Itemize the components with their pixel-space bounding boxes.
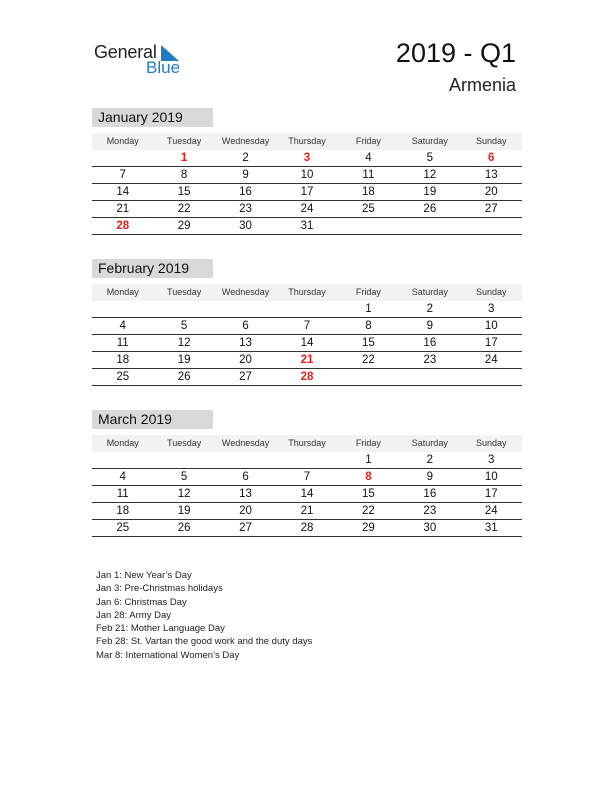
day-cell: 6: [242, 471, 249, 483]
weekday-saturday: Saturday: [411, 287, 448, 297]
day-cell: 25: [116, 522, 130, 534]
weekday-thursday: Thursday: [288, 287, 326, 297]
empty-cell: [92, 150, 153, 166]
empty-cell: [215, 301, 276, 317]
week-row: [92, 201, 522, 218]
day-cell: 16: [423, 337, 437, 349]
month-label: January 2019: [92, 108, 213, 127]
day-cell: 13: [239, 337, 252, 349]
day-cell: 19: [423, 186, 437, 198]
day-cell: 9: [426, 320, 434, 332]
day-cell: 18: [116, 354, 130, 366]
day-cell: 30: [423, 522, 437, 534]
weekday-header: [92, 284, 522, 301]
page-title: 2019 - Q1: [395, 38, 516, 68]
day-cell: 2: [242, 152, 249, 164]
day-cell: 22: [362, 354, 375, 366]
month-label: February 2019: [92, 259, 213, 278]
week-row: [92, 469, 522, 486]
month-march: [92, 410, 522, 537]
day-cell: 3: [488, 454, 495, 466]
week-row: [92, 301, 522, 318]
day-cell: 31: [300, 220, 314, 232]
empty-cell: [461, 218, 522, 234]
empty-cell: [461, 369, 522, 385]
day-cell: 1: [365, 303, 372, 315]
day-cell: 28: [300, 522, 314, 534]
weekday-saturday: Saturday: [411, 136, 448, 146]
day-cell: 15: [362, 488, 375, 500]
day-cell: 9: [426, 471, 434, 483]
day-cell: 21: [300, 505, 314, 517]
holiday-note: Mar 8: International Women’s Day: [96, 649, 240, 661]
day-cell: 21: [116, 203, 130, 215]
holiday-day-cell: 1: [180, 152, 188, 164]
holiday-note: Jan 28: Army Day: [96, 609, 171, 621]
day-cell: 20: [239, 354, 252, 366]
weekday-thursday: Thursday: [288, 438, 326, 448]
day-cell: 27: [239, 522, 252, 534]
day-cell: 11: [116, 488, 129, 500]
day-cell: 5: [426, 152, 434, 164]
weekday-header: [92, 435, 522, 452]
day-cell: 20: [484, 186, 498, 198]
empty-cell: [338, 369, 399, 385]
day-cell: 30: [239, 220, 252, 232]
day-cell: 6: [242, 320, 249, 332]
holiday-day-cell: 8: [365, 471, 372, 483]
weekday-header: [92, 133, 522, 150]
day-cell: 11: [362, 169, 375, 181]
day-cell: 22: [362, 505, 375, 517]
country-name: Armenia: [448, 75, 516, 95]
week-row: [92, 369, 522, 386]
holiday-note: Jan 1: New Year’s Day: [96, 570, 192, 581]
weekday-tuesday: Tuesday: [167, 438, 202, 448]
day-cell: 17: [484, 337, 498, 349]
weekday-tuesday: Tuesday: [167, 287, 202, 297]
day-cell: 3: [488, 303, 495, 315]
day-cell: 12: [423, 169, 437, 181]
empty-cell: [215, 452, 276, 468]
day-cell: 10: [484, 320, 498, 332]
day-cell: 5: [180, 320, 188, 332]
day-cell: 17: [484, 488, 498, 500]
day-cell: 23: [423, 505, 437, 517]
weekday-saturday: Saturday: [411, 438, 448, 448]
day-cell: 29: [177, 220, 191, 232]
weekday-thursday: Thursday: [288, 136, 326, 146]
day-cell: 26: [177, 522, 191, 534]
day-cell: 12: [177, 337, 191, 349]
day-cell: 8: [365, 320, 372, 332]
day-cell: 20: [239, 505, 252, 517]
day-cell: 15: [177, 186, 191, 198]
month-label: March 2019: [92, 410, 213, 429]
logo-text-general: General: [94, 42, 157, 62]
day-cell: 7: [303, 471, 311, 483]
day-cell: 9: [242, 169, 249, 181]
week-row: [92, 184, 522, 201]
day-cell: 27: [484, 203, 498, 215]
day-cell: 4: [119, 471, 126, 483]
weekday-wednesday: Wednesday: [221, 287, 270, 297]
holiday-note: Jan 3: Pre-Christmas holidays: [96, 583, 223, 595]
weekday-wednesday: Wednesday: [221, 438, 270, 448]
day-cell: 16: [239, 186, 252, 198]
day-cell: 1: [365, 454, 372, 466]
day-cell: 10: [300, 169, 314, 181]
logo-text-blue: Blue: [146, 58, 181, 77]
week-row: [92, 167, 522, 184]
day-cell: 17: [300, 186, 314, 198]
day-cell: 12: [177, 488, 191, 500]
week-row: [92, 452, 522, 469]
weekday-monday: Monday: [106, 287, 139, 297]
day-cell: 23: [239, 203, 252, 215]
weekday-friday: Friday: [355, 287, 381, 297]
week-row: [92, 352, 522, 369]
day-cell: 18: [362, 186, 375, 198]
month-january: [92, 108, 522, 235]
day-cell: 2: [426, 454, 434, 466]
weekday-friday: Friday: [355, 438, 381, 448]
day-cell: 13: [239, 488, 252, 500]
holiday-day-cell: 6: [488, 152, 495, 164]
day-cell: 4: [119, 320, 126, 332]
day-cell: 26: [177, 371, 191, 383]
day-cell: 26: [423, 203, 437, 215]
empty-cell: [338, 218, 399, 234]
day-cell: 23: [423, 354, 437, 366]
day-cell: 19: [177, 505, 191, 517]
day-cell: 31: [484, 522, 498, 534]
day-cell: 18: [116, 505, 130, 517]
holiday-day-cell: 21: [300, 354, 314, 366]
day-cell: 8: [180, 169, 188, 181]
holiday-notes: [96, 569, 312, 662]
empty-cell: [399, 369, 460, 385]
day-cell: 27: [239, 371, 252, 383]
day-cell: 24: [300, 203, 314, 215]
day-cell: 29: [362, 522, 375, 534]
week-row: [92, 335, 522, 352]
empty-cell: [153, 452, 214, 468]
empty-cell: [399, 218, 460, 234]
weekday-friday: Friday: [355, 136, 381, 146]
holiday-note: Feb 28: St. Vartan the good work and the duty days: [96, 636, 313, 648]
day-cell: 24: [484, 505, 498, 517]
empty-cell: [92, 452, 153, 468]
empty-cell: [92, 301, 153, 317]
day-cell: 19: [177, 354, 191, 366]
weekday-sunday: Sunday: [475, 438, 507, 448]
day-cell: 25: [362, 203, 375, 215]
day-cell: 13: [484, 169, 498, 181]
day-cell: 11: [116, 337, 129, 349]
holiday-day-cell: 3: [303, 152, 311, 164]
holiday-note: Jan 6: Christmas Day: [96, 596, 187, 608]
empty-cell: [153, 301, 214, 317]
day-cell: 15: [362, 337, 375, 349]
month-february: [92, 259, 522, 386]
weekday-sunday: Sunday: [475, 287, 507, 297]
weekday-sunday: Sunday: [475, 136, 507, 146]
holiday-day-cell: 28: [116, 220, 130, 232]
day-cell: 16: [423, 488, 437, 500]
day-cell: 7: [303, 320, 311, 332]
empty-cell: [276, 301, 337, 317]
holiday-note: Feb 21: Mother Language Day: [96, 623, 225, 635]
weekday-monday: Monday: [106, 136, 139, 146]
day-cell: 4: [365, 152, 372, 164]
week-row: [92, 520, 522, 537]
weekday-monday: Monday: [106, 438, 139, 448]
day-cell: 14: [300, 488, 314, 500]
empty-cell: [276, 452, 337, 468]
week-row: [92, 486, 522, 503]
weekday-tuesday: Tuesday: [167, 136, 202, 146]
week-row: [92, 150, 522, 167]
day-cell: 10: [484, 471, 498, 483]
day-cell: 14: [300, 337, 314, 349]
day-cell: 2: [426, 303, 434, 315]
holiday-day-cell: 28: [300, 371, 314, 383]
day-cell: 14: [116, 186, 130, 198]
weekday-wednesday: Wednesday: [221, 136, 270, 146]
week-row: [92, 503, 522, 520]
day-cell: 7: [119, 169, 126, 181]
day-cell: 24: [484, 354, 498, 366]
day-cell: 25: [116, 371, 130, 383]
logo: [94, 42, 194, 78]
week-row: [92, 318, 522, 335]
day-cell: 5: [180, 471, 188, 483]
week-row: [92, 218, 522, 235]
day-cell: 22: [177, 203, 191, 215]
